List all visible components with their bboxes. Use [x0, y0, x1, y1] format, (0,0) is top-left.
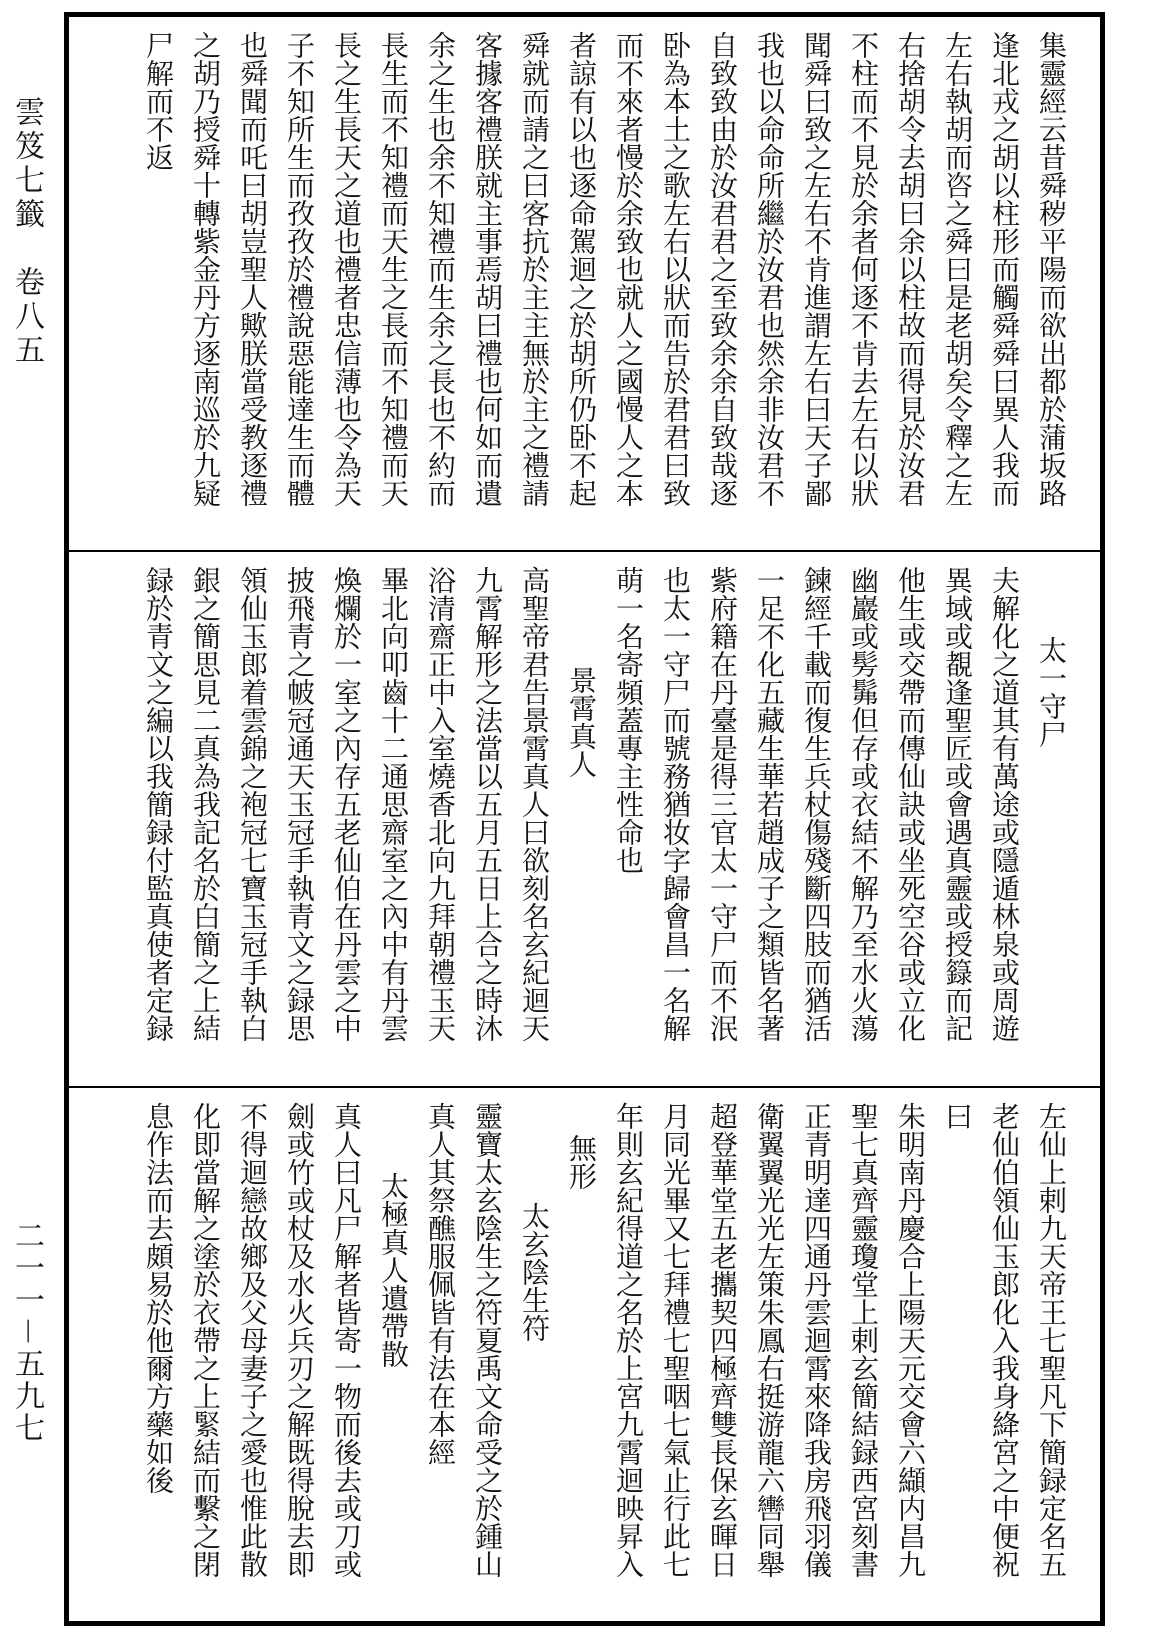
text-column: 月同光畢又七拜禮七聖咽七氣止行此七	[659, 1101, 692, 1578]
text-column: 不柱而不見於余者何逐不肯去左右以狀	[847, 31, 880, 507]
text-column: 之胡乃授舜十轉紫金丹方逐南巡於九疑	[189, 31, 222, 507]
text-column: 正青明達四通丹雲迴霄來降我房飛羽儀	[800, 1101, 833, 1578]
text-column: 右捨胡令去胡曰余以柱故而得見於汝君	[894, 31, 927, 507]
text-column: 不得迴戀故鄉及父母妻子之愛也惟此散	[236, 1101, 269, 1578]
page-frame	[64, 12, 1105, 1626]
text-column: 一足不化五藏生華若趙成子之類皆名著	[753, 566, 786, 1043]
text-column: 子不知所生而孜孜於禮說惡能達生而體	[283, 31, 316, 507]
text-column: 超登華堂五老攜契四極齊雙長保玄暉日	[706, 1101, 739, 1578]
text-column: 畢北向叩齒十二通思齋室之內中有丹雲	[377, 566, 410, 1043]
text-column: 集靈經云昔舜秽平陽而欲出都於蒲坂路	[1035, 31, 1068, 507]
text-column: 卧為本土之歌左右以狀而告於君君曰致	[659, 31, 692, 507]
text-column: 靈寶太玄陰生之符夏禹文命受之於鍾山	[471, 1101, 504, 1578]
text-column: 紫府籍在丹臺是得三官太一守尸而不泯	[706, 566, 739, 1043]
text-column: 而不來者慢於余致也就人之國慢人之本	[612, 31, 645, 507]
text-column: 左右執胡而咨之舜曰是老胡矣令釋之左	[941, 31, 974, 507]
text-column: 我也以命命所繼於汝君也然余非汝君不	[753, 31, 786, 507]
text-column: 長之生長天之道也禮者忠信薄也令為天	[330, 31, 363, 507]
margin-page-number: 二一一－五九七	[9, 1220, 44, 1444]
register-top	[69, 17, 1100, 552]
text-column: 聞舜曰致之左右不肯進謂左右曰天子鄙	[800, 31, 833, 507]
text-column: 者諒有以也逐命駕迴之於胡所仍卧不起	[565, 31, 598, 507]
text-column: 逢北戎之胡以柱形而觸舜舜曰異人我而	[988, 31, 1021, 507]
text-column: 真人曰凡尸解者皆寄一物而後去或刀或	[330, 1101, 363, 1578]
register-bottom	[69, 1088, 1100, 1621]
text-column: 夫解化之道其有萬途或隱遁林泉或周遊	[988, 566, 1021, 1043]
section-heading: 太一守尸	[1035, 636, 1068, 749]
text-column: 異域或覩逢聖匠或會遇真靈或授籙而記	[941, 566, 974, 1043]
text-columns	[137, 566, 1072, 1077]
text-column: 鍊經千載而復生兵杖傷殘斷四肢而猶活	[800, 566, 833, 1043]
text-column: 朱明南丹慶合上陽天元交會六纈内昌九	[894, 1101, 927, 1578]
text-column: 浴清齋正中入室燒香北向九拜朝禮玉天	[424, 566, 457, 1043]
section-heading: 無形	[565, 1133, 598, 1190]
section-heading: 太極真人遺帶散	[377, 1171, 410, 1368]
text-column: 年則玄紀得道之名於上宮九霄迴映昇入	[612, 1101, 645, 1578]
text-column: 老仙伯領仙玉郎化入我身絳宮之中便祝	[988, 1101, 1021, 1578]
text-column: 長生而不知禮而天生之長而不知禮而天	[377, 31, 410, 507]
text-column: 九霄解形之法當以五月五日上合之時沐	[471, 566, 504, 1043]
text-column: 化即當解之塗於衣帶之上緊結而繫之閉	[189, 1101, 222, 1578]
text-column: 録於青文之編以我簡録付監真使者定録	[142, 566, 175, 1043]
text-column: 息作法而去頗易於他爾方藥如後	[142, 1101, 175, 1494]
text-column: 也舜聞而吒曰胡豈聖人歟朕當受教逐禮	[236, 31, 269, 507]
text-column: 曰	[941, 1101, 974, 1130]
text-column: 真人其祭醮服佩皆有法在本經	[424, 1101, 457, 1466]
text-column: 銀之簡思見二真為我記名於白簡之上結	[189, 566, 222, 1043]
text-column: 衛翼翼光光左策朱鳳右挺游龍六轡同舉	[753, 1101, 786, 1578]
text-column: 煥爛於一室之內存五老仙伯在丹雲之中	[330, 566, 363, 1043]
text-column: 舜就而請之曰客抗於主主無於主之禮請	[518, 31, 551, 507]
text-column: 幽巖或髣髴但存或衣結不解乃至水火蕩	[847, 566, 880, 1043]
text-columns	[137, 1102, 1072, 1613]
text-column: 劍或竹或杖及水火兵刃之解既得脫去即	[283, 1101, 316, 1578]
text-column: 尸解而不返	[142, 31, 175, 171]
text-column: 聖七真齊靈瓊堂上剌玄簡結録西宮刻書	[847, 1101, 880, 1578]
text-column: 高聖帝君告景霄真人曰欲刻名玄紀迴天	[518, 566, 551, 1043]
register-middle	[69, 552, 1100, 1087]
text-column: 左仙上剌九天帝王七聖凡下簡録定名五	[1035, 1101, 1068, 1578]
text-column: 余之生也余不知禮而生余之長也不約而	[424, 31, 457, 507]
text-column: 也太一守尸而號務猶妆字歸會昌一名解	[659, 566, 692, 1043]
text-column: 領仙玉郎着雲錦之袍冠七寶玉冠手執白	[236, 566, 269, 1043]
margin-book-title: 雲笈七籤 卷八五	[9, 96, 44, 368]
section-heading: 太玄陰生符	[518, 1201, 551, 1342]
text-column: 披飛青之帔冠通天玉冠手執青文之録思	[283, 566, 316, 1043]
section-heading: 景霄真人	[565, 666, 598, 779]
text-column: 萌一名寄頻蓋專主性命也	[612, 566, 645, 875]
text-columns	[137, 31, 1072, 542]
text-column: 客據客禮朕就主事焉胡曰禮也何如而遺	[471, 31, 504, 507]
text-column: 他生或交帶而傳仙訣或坐死空谷或立化	[894, 566, 927, 1043]
text-column: 自致致由於汝君君之至致余余自致哉逐	[706, 31, 739, 507]
